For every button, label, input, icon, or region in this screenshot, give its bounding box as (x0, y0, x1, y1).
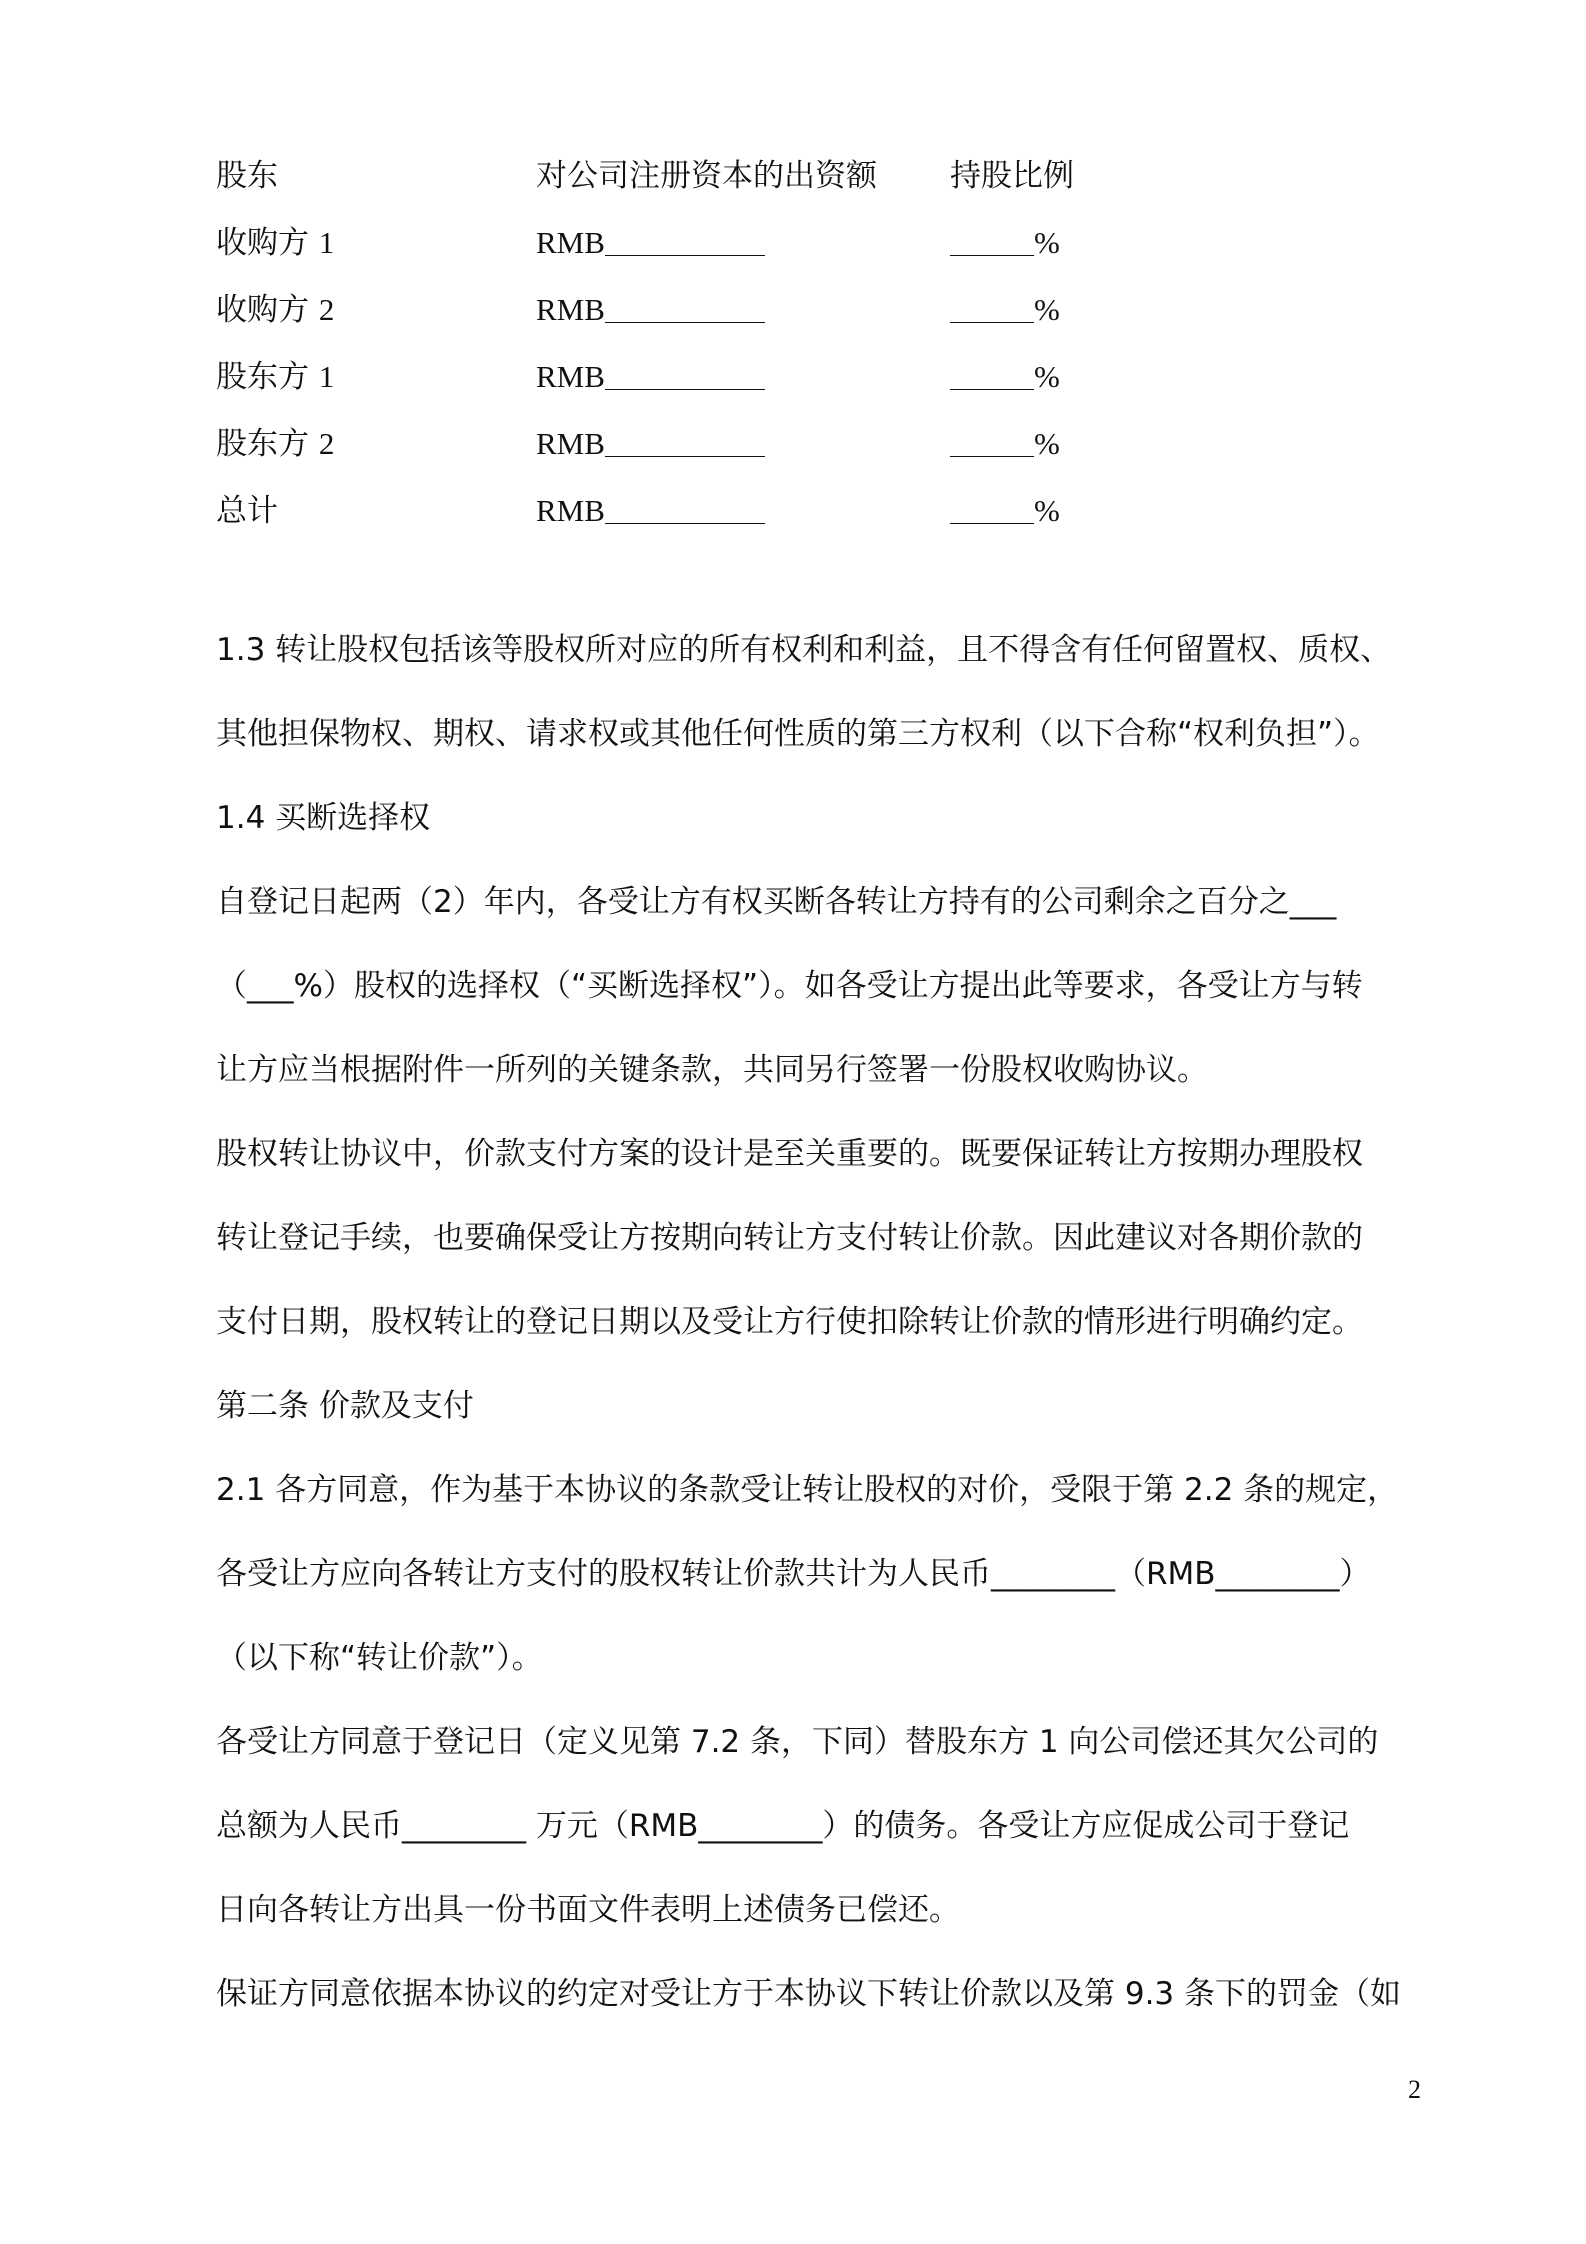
clause-1-4-line-1: 自登记日起两（2）年内，各受让方有权买断各转让方持有的公司剩余之百分之___ (216, 884, 1337, 920)
row-amount (536, 485, 765, 537)
amount-blank[interactable] (605, 388, 765, 390)
party-name: 总计 (216, 493, 278, 529)
note-line-2: 转让登记手续，也要确保受让方按期向转让方支付转让价款。因此建议对各期价款的 (216, 1220, 1363, 1256)
clause-2-1-line-2: 各受让方应向各转让方支付的股权转让价款共计为人民币________（RMB________） (216, 1556, 1371, 1592)
party-name: 股东方 (216, 426, 309, 462)
currency-label: RMB (536, 493, 605, 528)
percent-sign: % (1034, 359, 1060, 394)
ratio-blank[interactable] (950, 455, 1034, 457)
percent-sign: % (1034, 225, 1060, 260)
table-header-row (216, 150, 1116, 217)
debt-line-2: 总额为人民币________ 万元（RMB________）的债务。各受让方应促成公司于登记 (216, 1808, 1350, 1844)
clause-1-4-line-2: （___%）股权的选择权（“买断选择权”）。如各受让方提出此等要求，各受让方与转 (216, 968, 1363, 1004)
debt-line-3: 日向各转让方出具一份书面文件表明上述债务已偿还。 (216, 1892, 960, 1928)
article-2-heading: 第二条 价款及支付 (216, 1388, 474, 1424)
header-shareholder: 股东 (216, 158, 278, 194)
ratio-blank[interactable] (950, 522, 1034, 524)
ratio-blank[interactable] (950, 254, 1034, 256)
currency-label: RMB (536, 292, 605, 327)
party-number: 1 (318, 359, 335, 394)
row-ratio (950, 485, 1060, 537)
percent-sign: % (1034, 426, 1060, 461)
row-amount (536, 351, 765, 403)
clause-2-1-line-3: （以下称“转让价款”）。 (216, 1640, 543, 1676)
ratio-blank[interactable] (950, 388, 1034, 390)
shareholding-table (216, 150, 1116, 552)
table-row (216, 284, 1116, 351)
row-ratio (950, 217, 1060, 269)
currency-label: RMB (536, 225, 605, 260)
table-row-total (216, 485, 1116, 552)
clause-2-1-line-1: 2.1 各方同意，作为基于本协议的条款受让转让股权的对价，受限于第 2.2 条的规定， (216, 1472, 1399, 1508)
note-line-1: 股权转让协议中，价款支付方案的设计是至关重要的。既要保证转让方按期办理股权 (216, 1136, 1363, 1172)
table-row (216, 351, 1116, 418)
party-name: 股东方 (216, 359, 309, 395)
clause-1-4-line-3: 让方应当根据附件一所列的关键条款，共同另行签署一份股权收购协议。 (216, 1052, 1208, 1088)
table-row (216, 418, 1116, 485)
party-number: 2 (318, 292, 335, 327)
currency-label: RMB (536, 359, 605, 394)
row-ratio (950, 284, 1060, 336)
row-amount (536, 284, 765, 336)
party-number: 2 (318, 426, 335, 461)
row-party (216, 418, 334, 470)
percent-sign: % (1034, 493, 1060, 528)
agreement-body (216, 624, 1446, 2052)
row-party (216, 351, 334, 403)
party-number: 1 (318, 225, 335, 260)
header-contribution: 对公司注册资本的出资额 (536, 158, 877, 194)
clause-1-4-heading: 1.4 买断选择权 (216, 800, 431, 836)
row-ratio (950, 351, 1060, 403)
table-row (216, 217, 1116, 284)
clause-1-3-line-1: 1.3 转让股权包括该等股权所对应的所有权利和利益，且不得含有任何留置权、质权、 (216, 632, 1392, 668)
row-party (216, 284, 334, 336)
percent-sign: % (1034, 292, 1060, 327)
row-party (216, 485, 278, 537)
currency-label: RMB (536, 426, 605, 461)
note-line-3: 支付日期，股权转让的登记日期以及受让方行使扣除转让价款的情形进行明确约定。 (216, 1304, 1363, 1340)
header-ratio: 持股比例 (950, 158, 1074, 194)
row-amount (536, 217, 765, 269)
amount-blank[interactable] (605, 254, 765, 256)
page-number: 2 (1408, 2075, 1421, 2104)
clause-1-3-line-2: 其他担保物权、期权、请求权或其他任何性质的第三方权利（以下合称“权利负担”）。 (216, 716, 1380, 752)
party-name: 收购方 (216, 225, 309, 261)
ratio-blank[interactable] (950, 321, 1034, 323)
row-party (216, 217, 334, 269)
guarantee-line-1: 保证方同意依据本协议的约定对受让方于本协议下转让价款以及第 9.3 条下的罚金（如 (216, 1976, 1402, 2012)
amount-blank[interactable] (605, 522, 765, 524)
debt-line-1: 各受让方同意于登记日（定义见第 7.2 条，下同）替股东方 1 向公司偿还其欠公司的 (216, 1724, 1379, 1760)
row-ratio (950, 418, 1060, 470)
party-name: 收购方 (216, 292, 309, 328)
row-amount (536, 418, 765, 470)
amount-blank[interactable] (605, 321, 765, 323)
amount-blank[interactable] (605, 455, 765, 457)
